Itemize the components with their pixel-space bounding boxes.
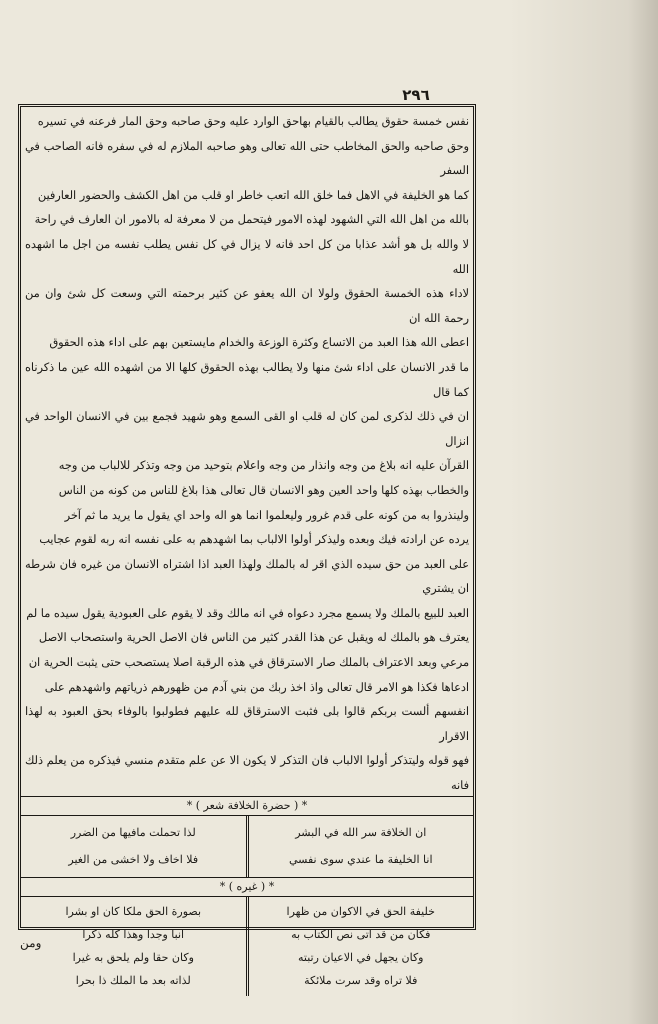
verse-line: فكان من قد اتى نص الكتاب به <box>291 928 431 941</box>
verse-line: خليفة الحق في الاكوان من ظهرا <box>286 905 435 918</box>
text-line: نفس خمسة حقوق يطالب بالقيام بهاحق الوارد عليه وحق صاحبه وحق المار فرعنه في تسيره <box>37 115 469 128</box>
verse-line: فلا اخاف ولا اخشى من الغير <box>68 853 199 866</box>
verse-line: بصورة الحق ملكا كان او بشرا <box>65 905 202 918</box>
verse-line: فلا تراه وقد سرت ملائكة <box>304 974 418 987</box>
verse-line: لذا تحملت مافيها من الضرر <box>70 826 196 839</box>
poem-title-1: * ( حضرة الخلافة شعر ) * <box>21 796 473 816</box>
verse-line: لذاته بعد ما الملك ذا بحرا <box>75 974 191 987</box>
text-line: وحق صاحبه والحق المخاطب حتى الله تعالى وهو صاحبه الملازم له في سفره فانه الصاحب في السفر <box>25 139 469 178</box>
book-spine-shadow <box>508 0 658 1024</box>
text-line: على العبد من حق سيده الذي اقر له بالملك ولهذا العبد اذا اشتراه الانسان من غيره فان شرطه ان يشتري <box>25 557 469 596</box>
poem-column-right <box>249 896 474 996</box>
text-line: انفسهم ألست بربكم قالوا بلى فثبت الاسترقاق لله عليهم فطولبوا بالوفاء بحق العبود به لهذا الاقرار <box>25 705 469 743</box>
text-line: ادعاها فكذا هو الامر قال تعالى واذ اخذ ربك من بني آدم من ظهورهم ذرياتهم واشهدهم على <box>44 680 469 694</box>
poem-column-right <box>249 815 474 877</box>
text-line: مرعي وبعد الاعتراف بالملك صار الاسترقاق في هذه الرقبة اصلا يستصحب حتى يثبت الحرية ان <box>28 656 469 670</box>
text-line: القرآن عليه انه بلاغ من وجه وانذار من وجه واعلام بتوحيد من وجه وتذكر للالباب من وجه <box>58 459 469 473</box>
poem-column-left <box>21 815 249 877</box>
text-line: والخطاب بهذه كلها واحد العين وهو الانسان قال تعالى هذا بلاغ للناس من كونه من الناس <box>58 483 469 497</box>
text-line: بالله من اهل الله التي الشهود لهذه الامور فيتحمل من لا معرفة له بالامور ان العارف في راحة <box>34 213 469 227</box>
text-line: ان في ذلك لذكرى لمن كان له قلب او القى السمع وهو شهيد فجمع بين في الانسان الواحد في انزال <box>25 410 469 448</box>
text-line: ولينذروا به من كونه على قدم غرور وليعلموا انما هو اله واحد اي يقول ما يريد ما ثم آخر <box>64 508 469 522</box>
poem-block-1 <box>21 815 473 877</box>
poem-column-left <box>21 896 249 996</box>
poem-block-2 <box>21 896 473 996</box>
page-number: ٢٩٦ <box>402 86 430 104</box>
text-line: لاداء هذه الخمسة الحقوق ولولا ان الله يعفو عن كثير برحمته التي وسعت كل شئ وان من رحمة الله ان <box>25 287 469 325</box>
verse-line: وكان حقا ولم يلحق به غيرا <box>72 951 194 964</box>
text-line: لا والله بل هو أشد عذابا من كل احد فانه لا يزال في كل نفس يطلب نفسه من اجل ما اشهده الله <box>25 237 469 276</box>
text-line: فهو قوله وليتذكر أولوا الالباب فان التذكر لا يكون الا عن علم متقدم منسي فيذكره من يعلم ذلك فانه <box>25 754 469 792</box>
text-line: يعترف هو بالملك له ويقبل عن هذا القدر كثير من الناس فان الاصل الحرية واستصحاب الاصل <box>38 631 469 645</box>
text-line: العبد للبيع بالملك ولا يسمع مجرد دعواه في انه مالك وقد لا يقوم على العبودية يقول سيده ما لم <box>26 606 469 620</box>
text-line: ما قدر الانسان على اداء شئ منها ولا يطالب بهذه الحقوق كلها الا من اشهده الله عين ما ذكرناه كما قال <box>25 360 469 399</box>
text-line: اعطى الله هذا العبد من الاتساع وكثرة الوزعة والخدام مايستعين بهم على اداء هذه الحقوق <box>49 336 469 350</box>
verse-line: انا الخليفة ما عندي سوى نفسي <box>288 853 433 866</box>
verse-line: وكان يجهل في الاعيان رتبته <box>297 951 424 964</box>
verse-line: انبا وجدا وهذا كله ذكرا <box>82 928 185 941</box>
catchword: ومن <box>20 936 42 950</box>
main-text <box>25 110 469 792</box>
text-line: كما هو الخليفة في الاهل فما خلق الله اتعب خاطر او قلب من اهل الكشف والحضور العارفين <box>37 188 469 202</box>
verse-line: ان الخلافة سر الله في البشر <box>295 826 427 839</box>
poem-title-2: * ( غيره ) * <box>21 877 473 897</box>
text-line: يرده عن ارادته فيك وبعده وليذكر أولوا الالباب بما اشهدهم به على نفسه انه ربه لقوم عجايب <box>39 533 469 547</box>
